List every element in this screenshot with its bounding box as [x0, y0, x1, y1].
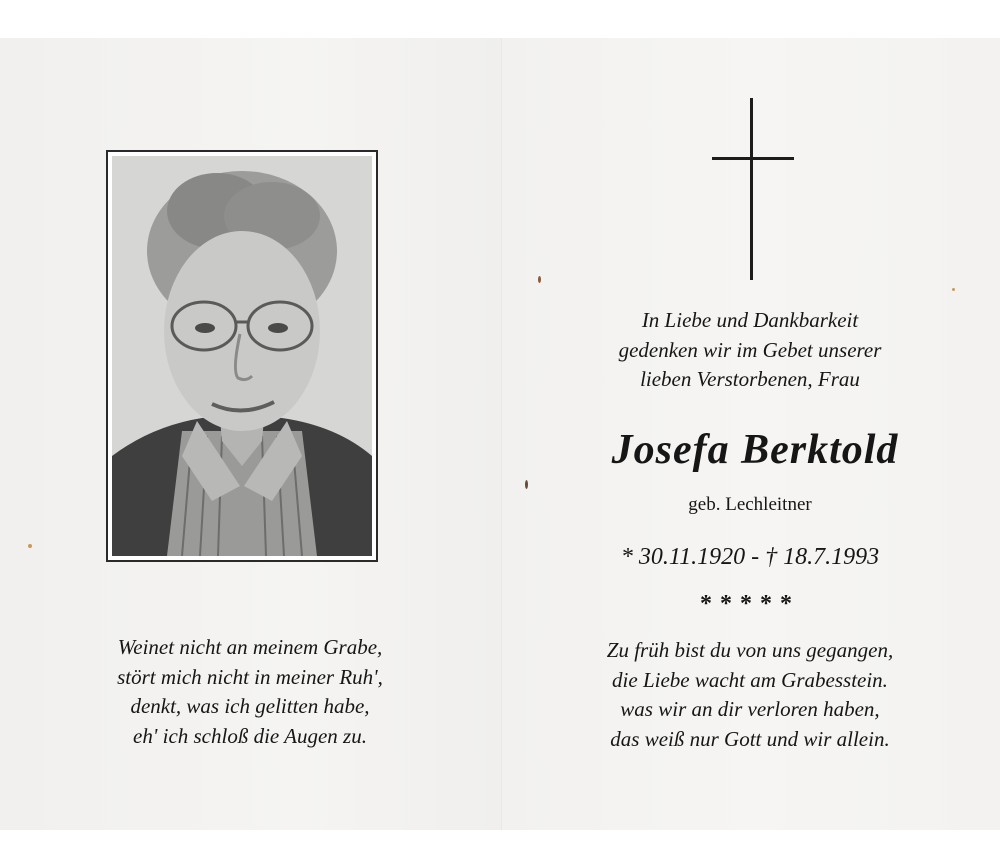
paper-speck — [538, 276, 541, 283]
left-poem — [40, 633, 460, 751]
paper-speck — [952, 288, 955, 291]
memorial-card — [0, 38, 1000, 830]
right-poem — [540, 636, 960, 754]
poem-line: eh' ich schloß die Augen zu. — [133, 723, 367, 748]
cross-icon — [712, 98, 794, 280]
poem-line: denkt, was ich gelitten habe, — [130, 694, 370, 718]
poem-line: was wir an dir verloren haben, — [620, 697, 880, 721]
dedication-text — [540, 306, 960, 395]
portrait-frame — [106, 150, 378, 562]
left-panel — [0, 38, 502, 830]
deceased-name: Josefa Berktold — [611, 427, 899, 473]
paper-speck — [28, 544, 32, 548]
dedication-line: In Liebe und Dankbarkeit — [641, 308, 859, 332]
paper-speck — [525, 480, 528, 489]
portrait-photo — [112, 156, 372, 556]
star-separator: ***** — [700, 591, 800, 617]
life-dates: * 30.11.1920 - † 18.7.1993 — [620, 544, 880, 570]
birth-name: geb. Lechleitner — [688, 494, 812, 515]
poem-line: Zu früh bist du von uns gegangen, — [606, 638, 894, 662]
poem-line: stört mich nicht in meiner Ruh', — [117, 664, 383, 689]
poem-line: die Liebe wacht am Grabesstein. — [612, 667, 888, 692]
poem-line: Weinet nicht an meinem Grabe, — [117, 635, 383, 659]
poem-line: das weiß nur Gott und wir allein. — [610, 726, 890, 751]
portrait-illustration — [112, 156, 372, 556]
dedication-line: lieben Verstorbenen, Frau — [640, 367, 860, 391]
dedication-line: gedenken wir im Gebet unserer — [618, 337, 882, 362]
